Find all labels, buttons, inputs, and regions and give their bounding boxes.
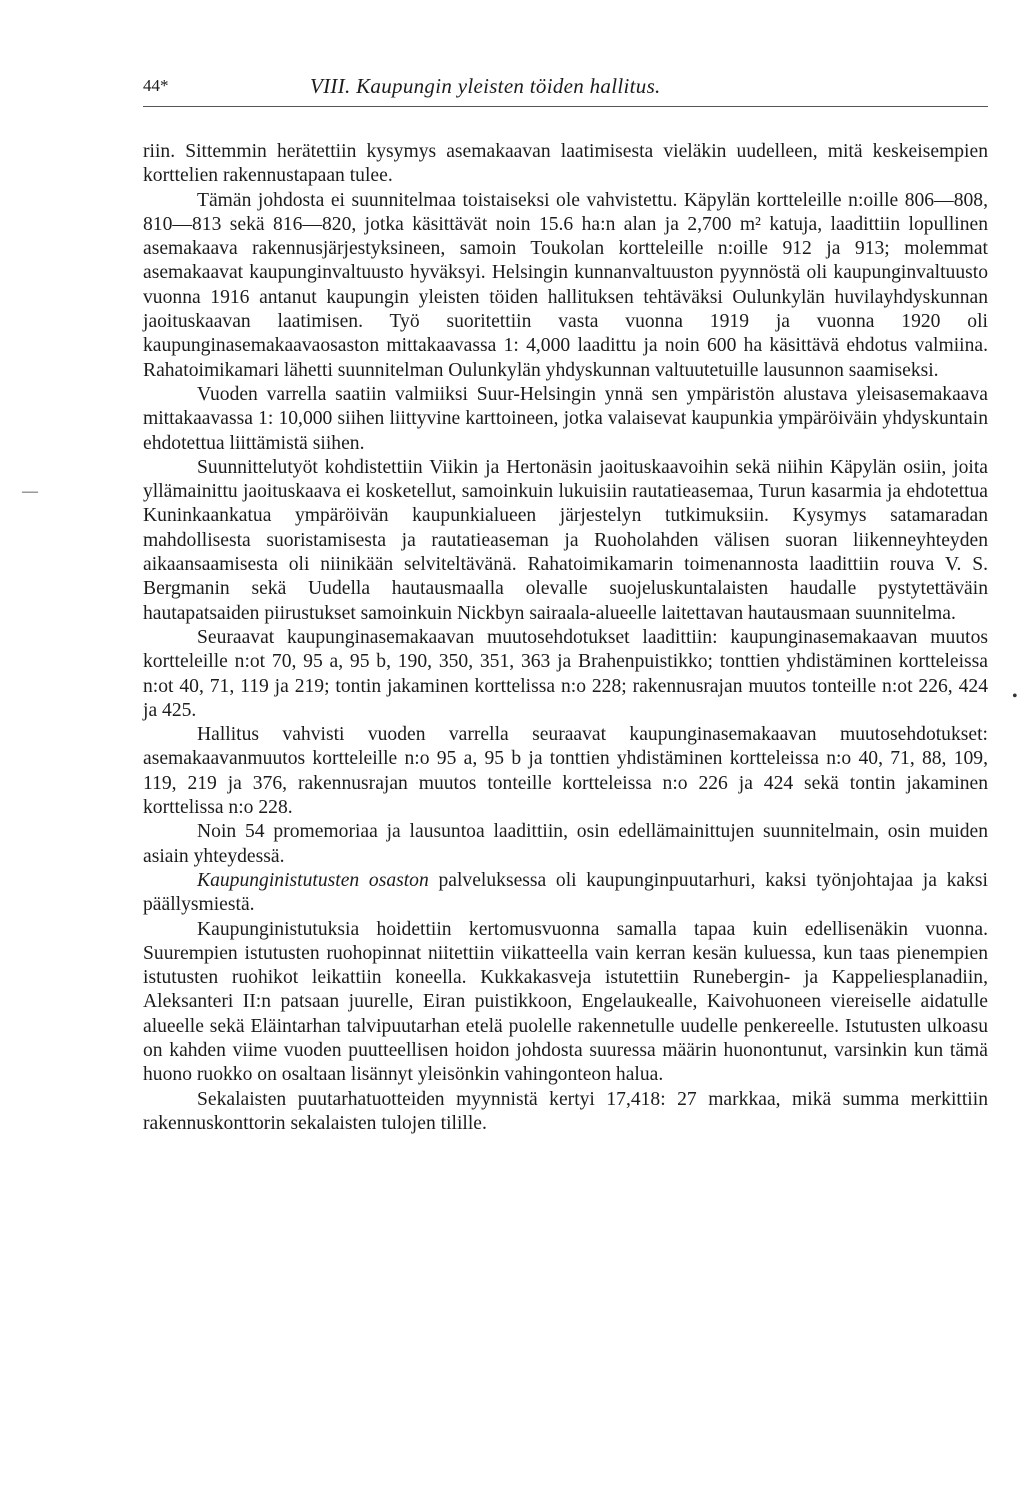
paragraph-plantings-department-text: palveluksessa oli kaupunginpuutarhuri, kaksi työnjohtajaa ja kaksi päällysmiestä.: [143, 869, 988, 916]
page-number: 44*: [143, 76, 169, 95]
page-header: [143, 76, 988, 107]
paragraph-planning-work: Suunnittelutyöt kohdistettiin Viikin ja Hertonäsin jaoituskaavoihin sekä niihin Käpylän osiin, joita yllämainittu jaoituskaava ei kosketellut, samoinkuin lukuisiin rautatieasemaa, Turun kasarmia ja ehdotettua Kuninkaankatua ympäröivän kaupunkialueen järjestelyn tutkimuksiin. Kysymys satamaradan mahdollisesta suoristamisesta ja rautatieaseman ja Ruoholahden välisen suoran liikenneyhteyden aikaansaamisesta oli niinikään selviteltävänä. Rahatoimikamarin toimenannosta laadittiin rouva V. S. Bergmanin sekä Uudella hautausmaalla olevalle suojeluskuntalaisten haudalle pystytettäväin hautapatsaiden piirustukset samoinkuin Nickbyn sairaala-alueelle laitettavan hautausmaan suunnitelma.: [143, 456, 988, 624]
paragraph-continuation: riin. Sittemmin herätettiin kysymys asemakaavan laatimisesta vieläkin uudelleen, mitä keskeisempien korttelien rakennustapaan tulee.: [143, 141, 988, 187]
paragraph-plantings-department: [143, 869, 988, 918]
margin-dot-mark: •: [1012, 688, 1018, 705]
paragraph-plan-amendments: Seuraavat kaupunginasemakaavan muutosehdotukset laadittiin: kaupunginasemakaavan muutos kortteleille n:ot 70, 95 a, 95 b, 190, 350, 351, 363 ja Brahenpuistikko; tonttien yhdistäminen kortteleissa n:ot 40, 71, 119 ja 219; tontin jakaminen korttelissa n:o 228; rakennusrajan muutos tonteille n:ot 226, 424 ja 425.: [143, 626, 988, 721]
body-text: [143, 140, 988, 1136]
paragraph-suur-helsinki: Vuoden varrella saatiin valmiiksi Suur-Helsingin ynnä sen ympäristön alustava yleisasemakaava mittakaavassa 1: 10,000 siihen liittyvine karttoineen, jotka valaisevat kaupunkia ympäröiväin yhdyskuntain ehdotettua liittämistä siihen.: [143, 383, 988, 454]
running-title: VIII. Kaupungin yleisten töiden hallitus.: [310, 74, 661, 98]
section-lead-italic: Kaupunginistutusten osaston: [197, 869, 429, 891]
paragraph-kapyla-plans: Tämän johdosta ei suunnitelmaa toistaiseksi ole vahvistettu. Käpylän kortteleille n:oille 806—808, 810—813 sekä 816—820, jotka käsittävät noin 15.6 ha:n alan ja 2,700 m² katuja, laadittiin lopullinen asemakaava rakennusjärjestyksineen, samoin Toukolan kortteleille n:oille 912 ja 913; molemmat asemakaavat kaupunginvaltuusto hyväksyi. Helsingin kunnanvaltuuston pyynnöstä oli kaupunginvaltuusto vuonna 1916 antanut kaupungin yleisten töiden hallituksen tehtäväksi Oulunkylän huvilayhdyskunnan jaoituskaavan laatimisen. Työ suoritettiin vasta vuonna 1919 ja vuonna 1920 oli kaupunginasemakaavaosaston mittakaavassa 1: 4,000 laadittu ja noin 600 ha käsittävä ehdotus valmiina. Rahatoimikamari lähetti suunnitelman Oulunkylän yhdyskunnan valtuutetuille lausunnon saamiseksi.: [143, 189, 988, 381]
paragraph-memoranda: Noin 54 promemoriaa ja lausuntoa laadittiin, osin edellämainittujen suunnitelmain, osin muiden asiain yhteydessä.: [143, 821, 988, 867]
margin-dash-mark: —: [22, 483, 38, 500]
paragraph-plantings-care: Kaupunginistutuksia hoidettiin kertomusvuonna samalla tapaa kuin edellisenäkin vuonna. Suurempien istutusten ruohopinnat niitettiin viikatteella vain kerran kesän kuluessa, kun taas pienempien istutusten ruohikot leikattiin koneella. Kukkakasveja istutettiin Runebergin- ja Kappeliesplanadiin, Aleksanteri II:n patsaan juurelle, Eiran puistikkoon, Engelaukealle, Kaivohuoneen viereiselle aidatulle alueelle sekä Eläintarhan talvipuutarhan etelä puolelle rakennetulle uudelle penkereelle. Istutusten ulkoasu on kahden viime vuoden puutteellisen hoidon johdosta suuressa määrin huonontunut, varsinkin kun tämä huono ruokko on osaltaan lisännyt yleisönkin vahingonteon halua.: [143, 918, 988, 1086]
paragraph-approved-amendments: Hallitus vahvisti vuoden varrella seuraavat kaupunginasemakaavan muutosehdotukset: asemakaavanmuutos kortteleille n:o 95 a, 95 b ja tonttien yhdistäminen kortteleissa n:o 40, 71, 88, 109, 119, 219 ja 376, rakennusrajan muutos tonteille kortteleissa n:o 226 ja 424 sekä tontin jakaminen korttelissa n:o 228.: [143, 724, 988, 819]
paragraph-garden-sales: Sekalaisten puutarhatuotteiden myynnistä kertyi 17,418: 27 markkaa, mikä summa merkittiin rakennuskonttorin sekalaisten tulojen tilille.: [143, 1088, 988, 1134]
